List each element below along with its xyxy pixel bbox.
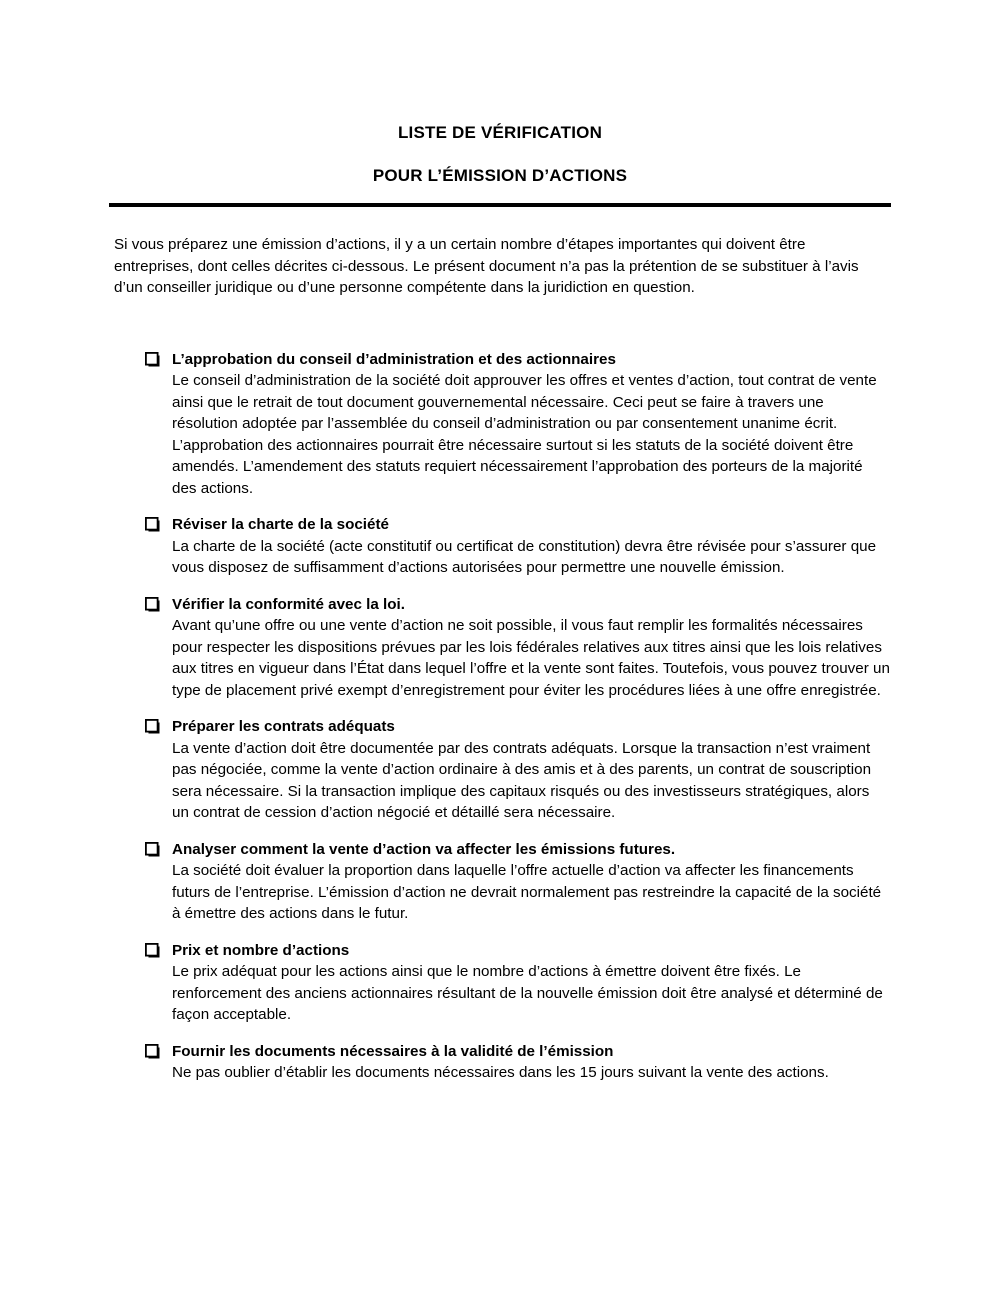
checklist-item-heading: Préparer les contrats adéquats xyxy=(172,718,395,735)
checklist-item-heading: Fournir les documents nécessaires à la validité de l’émission xyxy=(172,1042,614,1060)
checklist-item[interactable] xyxy=(0,594,1000,702)
page-title-line-2: POUR L’ÉMISSION D’ACTIONS xyxy=(372,166,628,185)
checklist-item-body: Le conseil d’administration de la société doit approuver les offres et ventes d’action, tout contrat de vente ainsi que le retrait de tout document gouvernemental nécessaire. Ceci peut se faire à travers une résolution adoptée par l’assemblée du conseil d’administration ou par consentement unanime écrit. L’approbation des actionnaires pourrait être nécessaire surtout si les statuts de la société doivent être amendés. L’amendement des statuts requiert nécessairement l’approbation des porteurs de la majorité des actions. xyxy=(172,372,877,497)
checkbox-empty-shadow-icon[interactable] xyxy=(145,1044,160,1059)
checklist-item-body: La vente d’action doit être documentée par des contrats adéquats. Lorsque la transaction n’est vraiment pas négociée, comme la vente d’action ordinaire à des amis et à des parents, un contrat de souscription sera nécessaire. Si la transaction implique des capitaux risqués ou des investisseurs stratégiques, alors un contrat de cession d’action négocié et détaillé sera nécessaire. xyxy=(172,739,872,821)
checklist-item-body: Avant qu’une offre ou une vente d’action ne soit possible, il vous faut remplir les formalités nécessaires pour respecter les dispositions prévues par les lois fédérales relatives aux titres ainsi que les lois relatives aux titres en vigueur dans l’État dans lequel l’offre et la vente sont faites. Toutefois, vous pouvez trouver un type de placement privé exempt d’enregistrement pour éviter les procédures liées à une offre enregistrée. xyxy=(172,617,890,699)
page-title-line-1: LISTE DE VÉRIFICATION xyxy=(397,123,603,142)
checklist-item[interactable] xyxy=(0,349,1000,500)
intro-paragraph: Si vous préparez une émission d’actions, il y a un certain nombre d’étapes importantes qui doivent être entreprises, dont celles décrites ci-dessous. Le présent document n’a pas la prétention de se substituer à l’avis d’un conseiller juridique ou d’une personne compétente dans la juridiction en question. xyxy=(114,236,859,296)
checklist-item[interactable] xyxy=(0,839,1000,925)
checklist-item-heading: L’approbation du conseil d’administration et des actionnaires xyxy=(172,350,616,368)
checklist-item-heading: Réviser la charte de la société xyxy=(172,516,389,533)
checklist xyxy=(0,349,1000,1084)
checklist-item[interactable] xyxy=(0,940,1000,1026)
checkbox-empty-shadow-icon[interactable] xyxy=(145,352,160,367)
checklist-item-body: La charte de la société (acte constitutif ou certificat de constitution) devra être révisée pour s’assurer que vous disposez de suffisamment d’actions autorisées pour permettre une nouvelle émission. xyxy=(172,537,877,576)
checklist-item-heading: Analyser comment la vente d’action va affecter les émissions futures. xyxy=(172,840,676,858)
checkbox-empty-shadow-icon[interactable] xyxy=(145,943,160,958)
checklist-item-body: Ne pas oublier d’établir les documents nécessaires dans les 15 jours suivant la vente des actions. xyxy=(172,1064,829,1081)
document-header xyxy=(0,0,1000,207)
checkbox-empty-shadow-icon[interactable] xyxy=(145,517,160,532)
checkbox-empty-shadow-icon[interactable] xyxy=(145,842,160,857)
checklist-item-body: Le prix adéquat pour les actions ainsi que le nombre d’actions à émettre doivent être fixés. Le renforcement des anciens actionnaires résultant de la nouvelle émission doit être analysé et déterminé de façon acceptable. xyxy=(172,963,883,1023)
checklist-item-heading: Prix et nombre d’actions xyxy=(172,941,350,959)
checkbox-empty-shadow-icon[interactable] xyxy=(145,597,160,612)
checkbox-empty-shadow-icon[interactable] xyxy=(145,719,160,734)
checklist-item[interactable] xyxy=(0,1041,1000,1084)
checklist-item-body: La société doit évaluer la proportion dans laquelle l’offre actuelle d’action va affecter les financements futurs de l’entreprise. L’émission d’action ne devrait normalement pas restreindre la capacité de la société à émettre des actions dans le futur. xyxy=(172,862,882,922)
checklist-item-heading: Vérifier la conformité avec la loi. xyxy=(172,595,405,613)
checklist-item[interactable] xyxy=(0,514,1000,579)
checklist-item[interactable] xyxy=(0,716,1000,824)
header-divider xyxy=(109,203,891,207)
